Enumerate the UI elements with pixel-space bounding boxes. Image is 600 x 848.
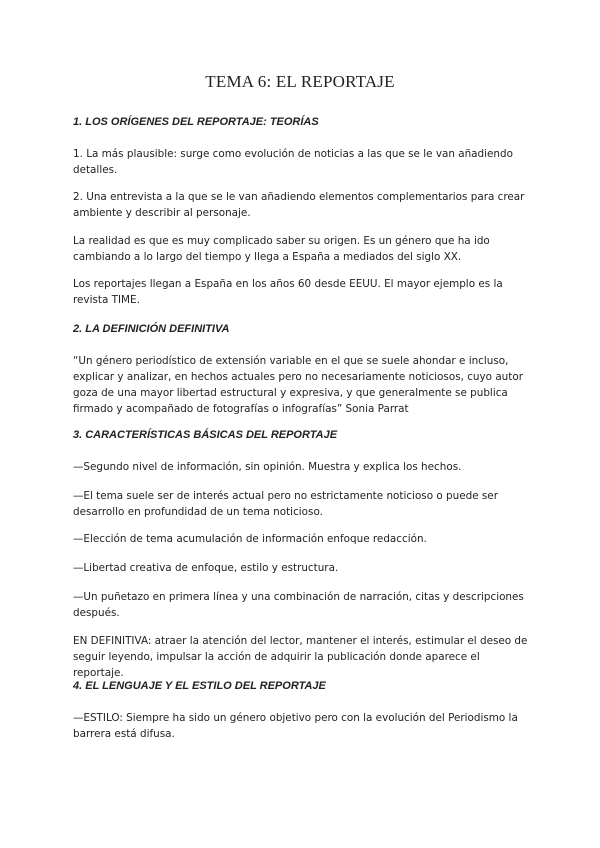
section-3-item-3: —Elección de tema acumulación de información enfoque redacción. bbox=[73, 533, 427, 545]
section-3-conclusion: EN DEFINITIVA: atraer la atención del lector, mantener el interés, estimular el deseo de seguir leyendo, impulsar la acción de adquirir la publicación donde aparece el reportaje. bbox=[73, 635, 528, 679]
section-3-item-1: —Segundo nivel de información, sin opinión. Muestra y explica los hechos. bbox=[73, 461, 462, 473]
section-3-item-5: —Un puñetazo en primera línea y una combinación de narración, citas y descripciones después. bbox=[73, 591, 524, 619]
section-1-heading: 1. LOS ORÍGENES DEL REPORTAJE: TEORÍAS bbox=[73, 116, 319, 128]
section-1-paragraph-4: Los reportajes llegan a España en los años 60 desde EEUU. El mayor ejemplo es la revista TIME. bbox=[73, 278, 503, 306]
section-2-heading: 2. LA DEFINICIÓN DEFINITIVA bbox=[73, 323, 230, 335]
section-1-paragraph-2: 2. Una entrevista a la que se le van añadiendo elementos complementarios para crear ambiente y describir al personaje. bbox=[73, 191, 525, 219]
document-title: TEMA 6: EL REPORTAJE bbox=[205, 72, 395, 91]
section-4-paragraph-1: —ESTILO: Siempre ha sido un género objetivo pero con la evolución del Periodismo la barrera está difusa. bbox=[73, 712, 518, 740]
section-3-item-4: —Libertad creativa de enfoque, estilo y estructura. bbox=[73, 562, 339, 574]
section-3-heading: 3. CARACTERÍSTICAS BÁSICAS DEL REPORTAJE bbox=[73, 429, 338, 441]
section-1-paragraph-1: 1. La más plausible: surge como evolución de noticias a las que se le van añadiendo detalles. bbox=[73, 148, 513, 176]
section-4-heading: 4. EL LENGUAJE Y EL ESTILO DEL REPORTAJE bbox=[73, 680, 326, 692]
section-2-quote: “Un género periodístico de extensión variable en el que se suele ahondar e incluso, explicar y analizar, en hechos actuales pero no necesariamente noticiosos, cuyo autor goza de una mayor libertad estructural y expresiva, y que generalmente se publica firmado y acompañado de fotografías o infografías” Sonia Parrat bbox=[73, 355, 523, 415]
section-3-item-2: —El tema suele ser de interés actual pero no estrictamente noticioso o puede ser desarrollo en profundidad de un tema noticioso. bbox=[73, 490, 498, 518]
section-1-paragraph-3: La realidad es que es muy complicado saber su origen. Es un género que ha ido cambiando a lo largo del tiempo y llega a España a mediados del siglo XX. bbox=[73, 235, 490, 263]
